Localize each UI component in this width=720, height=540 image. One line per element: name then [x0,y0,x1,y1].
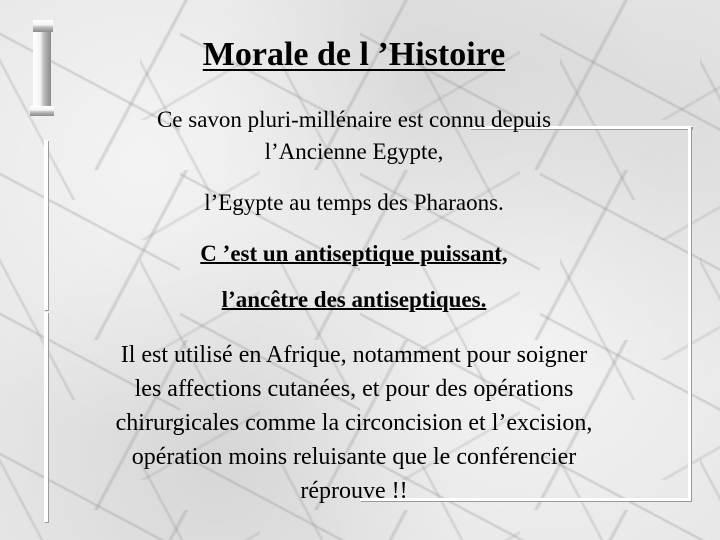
paragraph-line: Ce savon pluri-millénaire est connu depuis [156,107,552,132]
paragraph-antiseptic: C ’est un antiseptique puissant, [200,241,508,266]
paragraph-line: les affections cutanées, et pour des opérations [134,376,574,402]
paragraph-africa-usage [38,338,670,508]
paragraph-pharaohs: l’Egypte au temps des Pharaons. [204,190,504,215]
paragraph-egypt-origin [0,104,708,168]
paragraph-line: réprouve !! [300,478,408,504]
paragraph-ancestor: l’ancêtre des antiseptiques. [221,287,487,312]
paragraph-line: opération moins reluisante que le conférencier [131,444,577,470]
slide-title: Morale de l ’Histoire [202,36,506,73]
frame-bracket-horizontal [33,20,53,32]
paragraph-line: l’Ancienne Egypte, [264,139,444,164]
paragraph-line: chirurgicales comme la circoncision et l’excision, [115,410,593,436]
paragraph-line: Il est utilisé en Afrique, notamment pour soigner [120,342,588,368]
